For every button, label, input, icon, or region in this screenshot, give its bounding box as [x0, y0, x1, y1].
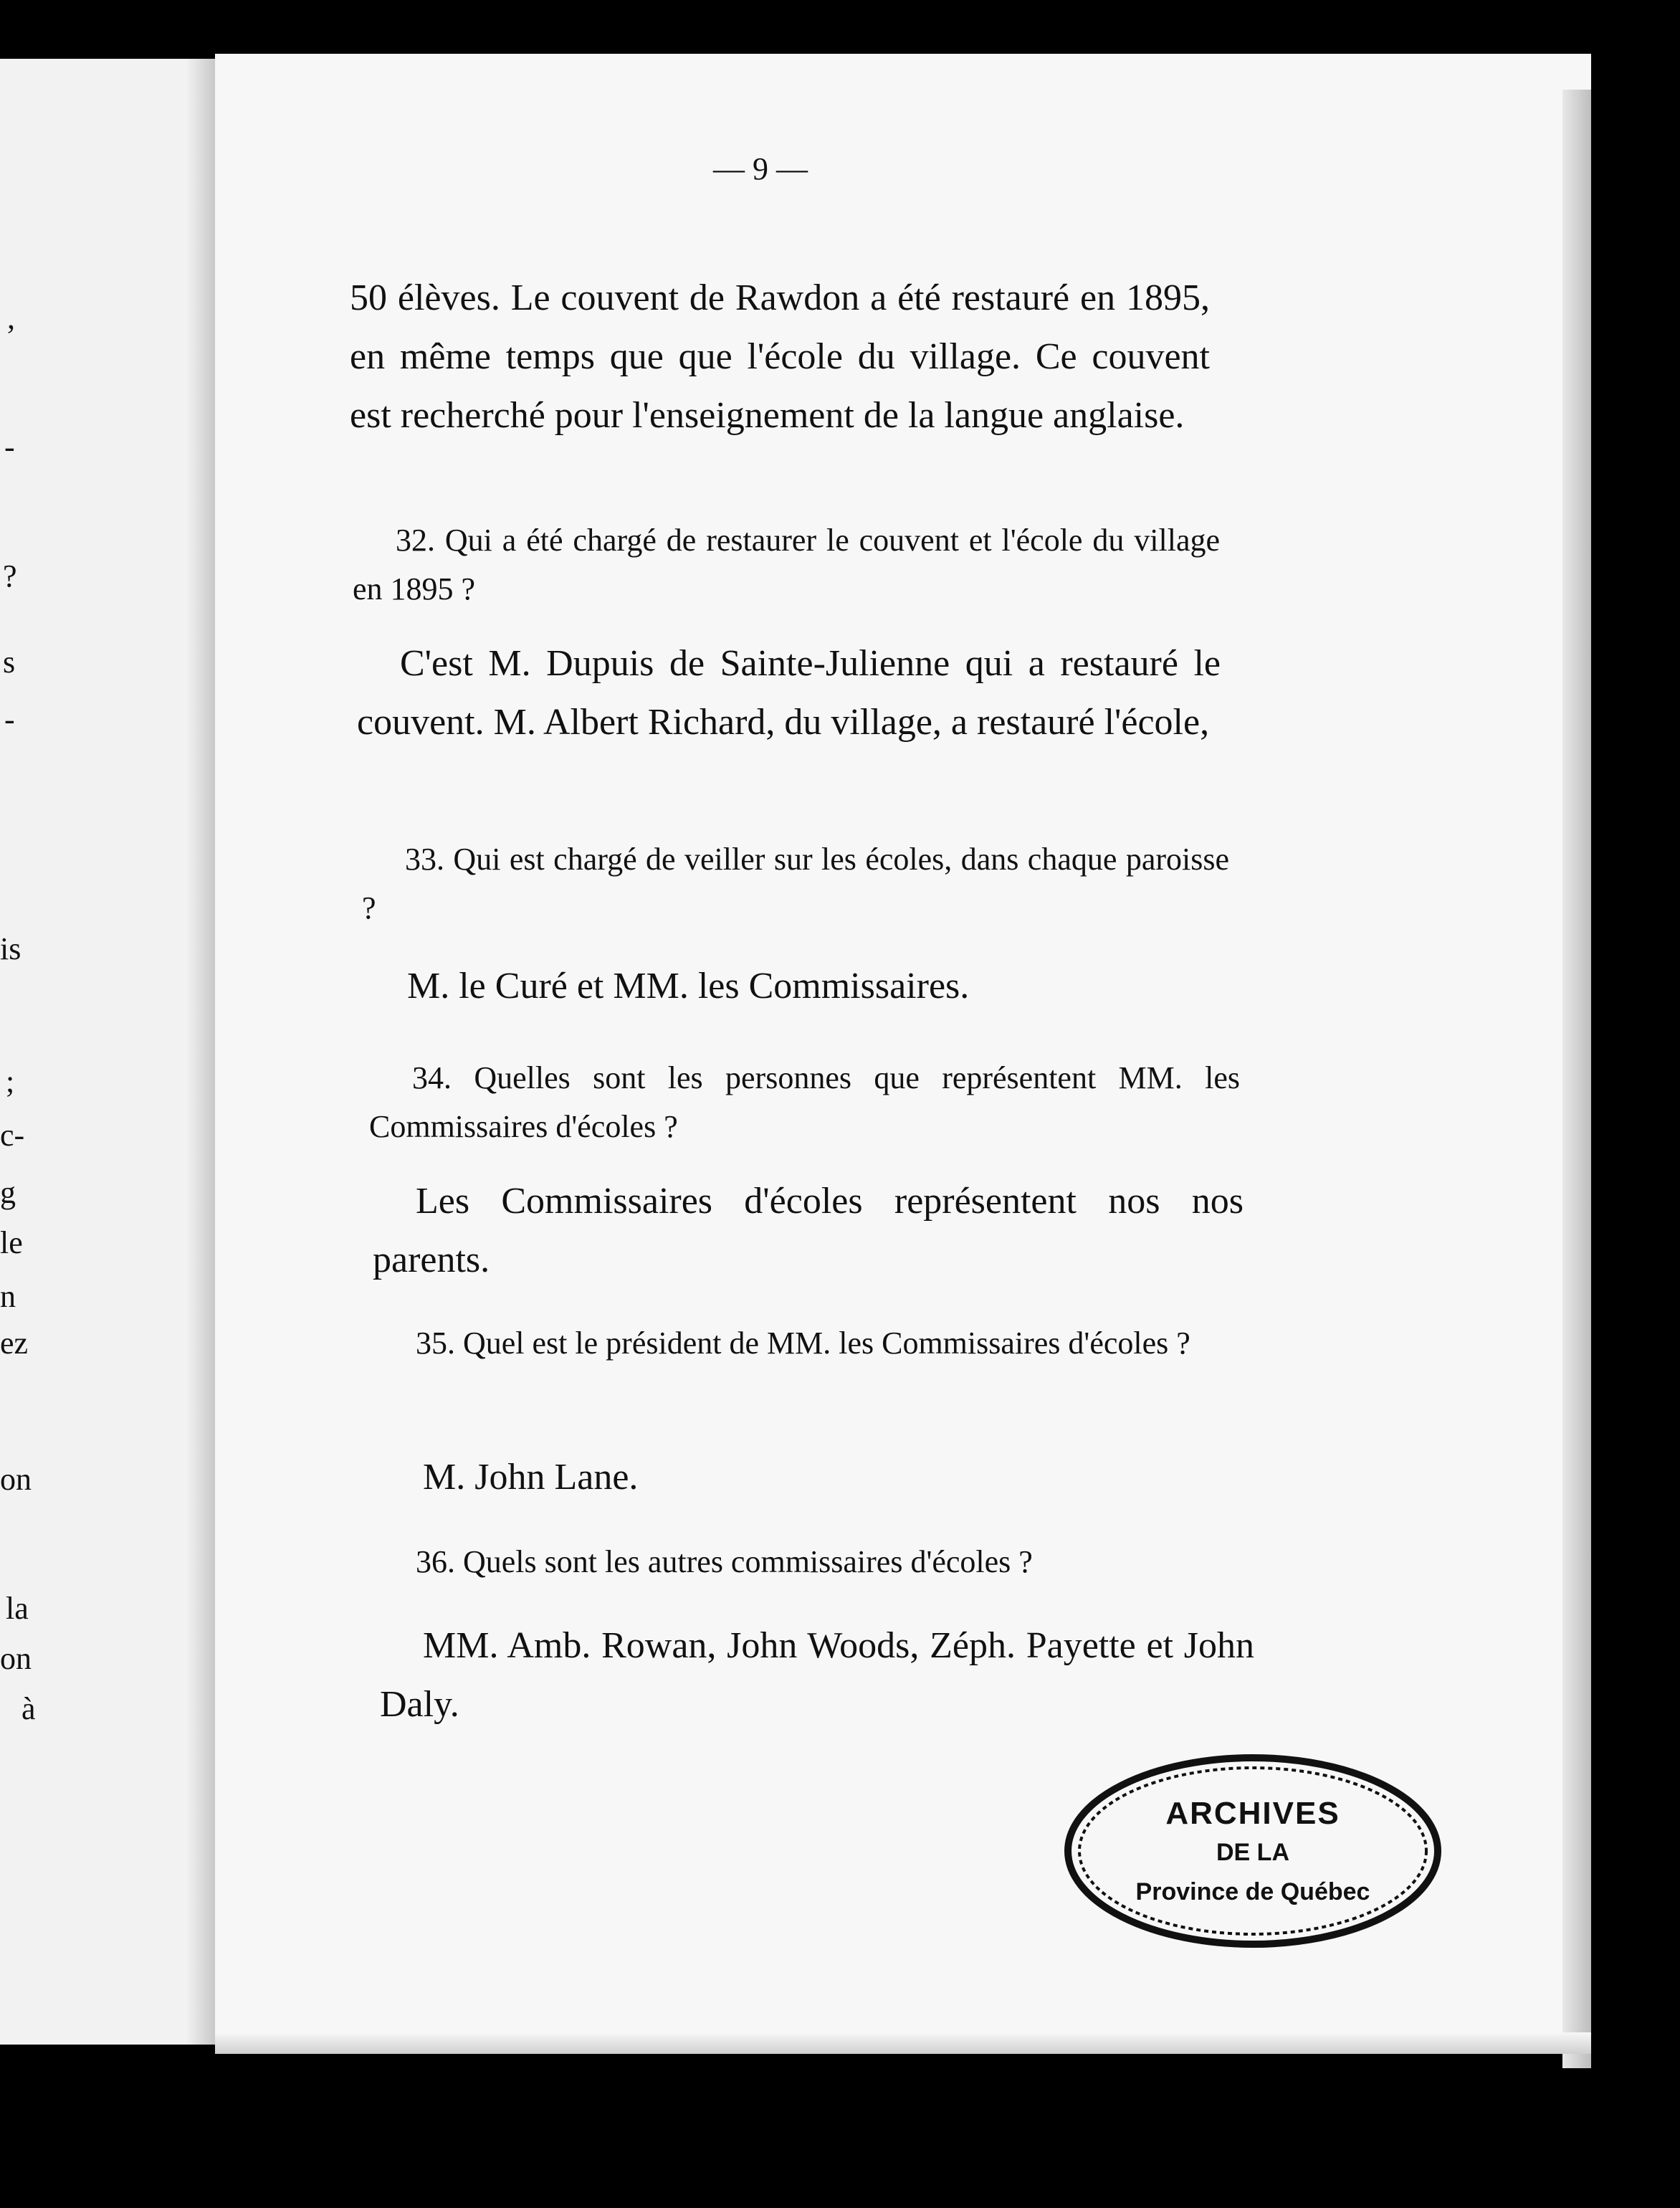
question-33: 33. Qui est chargé de veiller sur les écoles, dans chaque paroisse ?	[362, 842, 1229, 925]
left-page-fragment: à	[22, 1691, 36, 1726]
left-page-fragment: n	[0, 1279, 16, 1314]
page-number: — 9 —	[713, 151, 808, 186]
previous-page-sliver	[0, 59, 215, 2045]
left-page-fragment: ;	[6, 1064, 15, 1099]
left-page-fragment: la	[6, 1591, 29, 1626]
stamp-line-2: DE LA	[1216, 1839, 1289, 1866]
left-page-fragment: ,	[7, 300, 15, 336]
left-page-fragment: ?	[3, 558, 17, 594]
archives-stamp	[1059, 1749, 1446, 1954]
left-page-fragment: g	[0, 1175, 16, 1210]
question-32: 32. Qui a été chargé de restaurer le couvent et l'école du village en 1895 ?	[353, 523, 1220, 606]
answer-34: Les Commissaires d'écoles représentent nos nos parents.	[373, 1181, 1244, 1280]
gutter-shadow	[186, 59, 215, 2045]
paragraph-continuation: 50 élèves. Le couvent de Rawdon a été restauré en 1895, en même temps que que l'école du village. Ce couvent est recherché pour l'enseignement de la langue anglaise.	[350, 277, 1210, 436]
question-35: 35. Quel est le président de MM. les Commissaires d'écoles ?	[416, 1326, 1190, 1361]
left-page-fragment: -	[4, 702, 15, 737]
answer-36: MM. Amb. Rowan, John Woods, Zéph. Payette et John Daly.	[380, 1625, 1254, 1725]
left-page-fragment: ez	[0, 1326, 29, 1361]
left-page-fragment: on	[0, 1641, 32, 1676]
left-page-fragment: is	[0, 931, 22, 966]
answer-35: M. John Lane.	[423, 1457, 639, 1498]
left-page-fragment: -	[4, 429, 15, 465]
left-page-fragment: on	[0, 1462, 32, 1497]
answer-32: C'est M. Dupuis de Sainte-Julienne qui a restauré le couvent. M. Albert Richard, du village, a restauré l'école,	[357, 643, 1221, 743]
answer-33: M. le Curé et MM. les Commissaires.	[407, 966, 970, 1007]
question-34: 34. Quelles sont les personnes que représentent MM. les Commissaires d'écoles ?	[369, 1060, 1240, 1144]
page-edge	[1562, 90, 1591, 2068]
left-page-fragment: le	[0, 1225, 23, 1260]
left-page-fragment: c-	[0, 1118, 25, 1153]
question-36: 36. Quels sont les autres commissaires d'écoles ?	[416, 1544, 1033, 1579]
stamp-line-3: Province de Québec	[1135, 1878, 1370, 1905]
page-bottom-edge	[215, 2032, 1591, 2054]
stamp-line-1: ARCHIVES	[1165, 1796, 1340, 1831]
left-page-fragment: s	[3, 644, 16, 680]
